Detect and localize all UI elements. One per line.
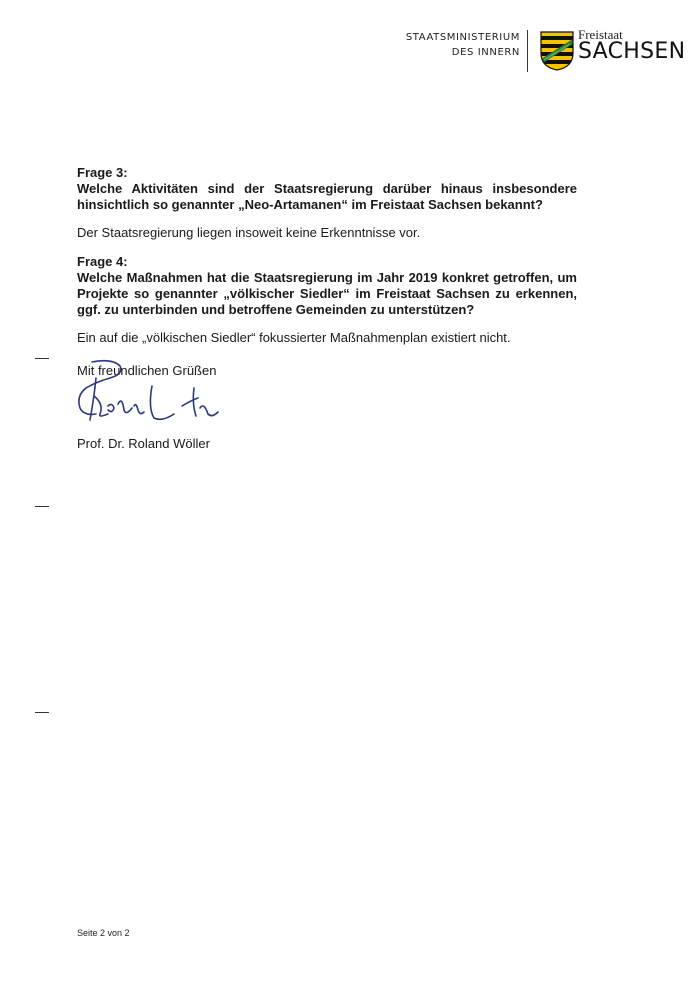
ministry-line-1: STAATSMINISTERIUM — [405, 32, 520, 43]
fold-mark — [35, 358, 49, 359]
closing-salutation: Mit freundlichen Grüßen — [77, 363, 217, 378]
ministry-line-2: DES INNERN — [451, 47, 520, 58]
punch-mark — [35, 506, 49, 507]
answer-text: Der Staatsregierung liegen insoweit keine Erkenntnisse vor. — [77, 225, 421, 240]
answer-text: Ein auf die „völkischen Siedler“ fokussierter Maßnahmenplan existiert nicht. — [77, 330, 511, 345]
signer-name: Prof. Dr. Roland Wöller — [77, 436, 210, 451]
question-text: Welche Aktivitäten sind der Staatsregierung darüber hinaus insbesondere hinsichtlich so genannter „Neo-Artamanen“ im Freistaat Sachsen bekannt? — [77, 181, 577, 212]
state-name-small: Freistaat — [578, 27, 623, 42]
header-divider — [527, 30, 528, 72]
question-label: Frage 3: — [77, 165, 128, 180]
question-label: Frage 4: — [77, 254, 128, 269]
coat-of-arms-icon — [540, 31, 574, 71]
ministry-name — [406, 30, 520, 60]
letter-body — [77, 165, 577, 346]
fold-mark — [35, 712, 49, 713]
state-name-large: SACHSEN — [578, 39, 686, 64]
handwritten-signature — [62, 358, 232, 438]
page-number: Seite 2 von 2 — [77, 928, 130, 938]
question-text: Welche Maßnahmen hat die Staatsregierung im Jahr 2019 konkret getroffen, um Projekte so genannter „völkischer Siedler“ im Freistaat Sachsen zu erkennen, ggf. zu unterbinden und betroffene Gemeinden zu unterstützen? — [77, 270, 577, 317]
